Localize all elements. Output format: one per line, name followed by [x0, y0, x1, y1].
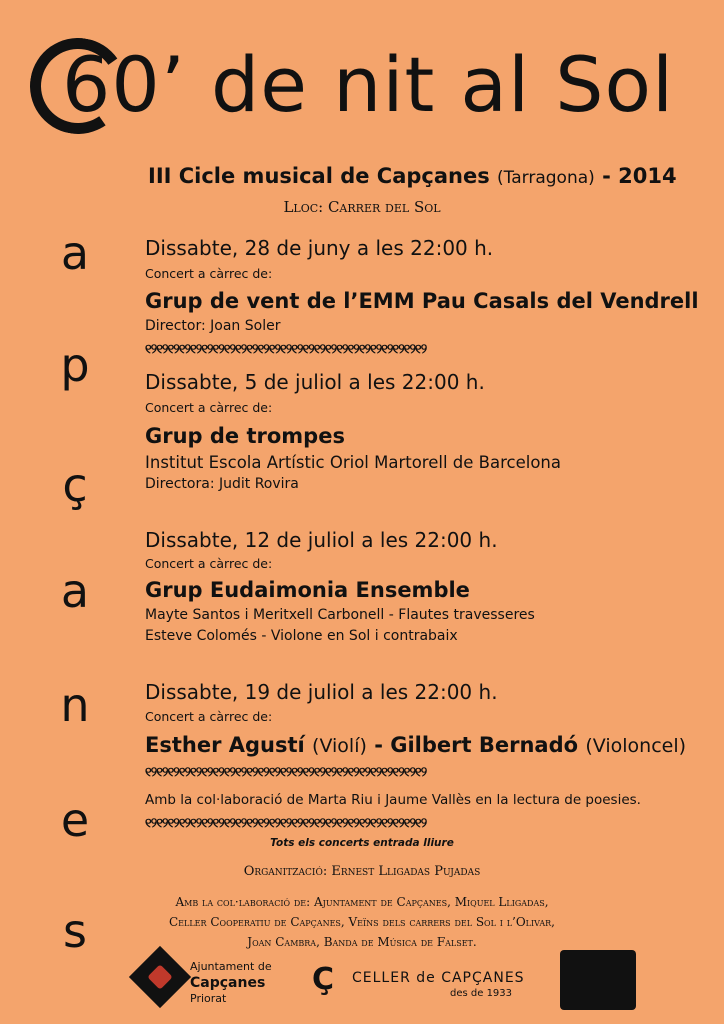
ornament-divider: ୧୨୧୨୧୨୧୨୧୨୧୨୧୨୧୨୧୨୧୨୧୨୧୨୧୨୧୨୧୨୧୨୧୨୧୨୧୨୧୨୧୨୧୨୧୨୧୨୧୨ — [145, 343, 427, 357]
organizer-line: Organització: Ernest Lligadas Pujadas — [243, 864, 481, 879]
concert-info: Institut Escola Artístic Oriol Martorell de Barcelona — [145, 453, 561, 472]
ajuntament-name-line: Capçanes — [190, 975, 266, 991]
celler-logo-since: des de 1933 — [450, 988, 513, 999]
concert-info: Director: Joan Soler — [145, 318, 281, 334]
vertical-letter: p — [60, 338, 90, 392]
concert-date: Dissabte, 5 de juliol a les 22:00 h. — [145, 370, 485, 394]
ajuntament-name-line: Priorat — [190, 992, 227, 1005]
vertical-letter: n — [60, 678, 90, 732]
celler-logo-mark: Ç — [312, 962, 335, 997]
sponsor-logo-dark — [560, 950, 636, 1010]
vertical-letter: a — [60, 226, 90, 280]
concert-by-label: Concert a càrrec de: — [145, 400, 273, 415]
collaboration-note: Amb la col·laboració de Marta Riu i Jaume Vallès en la lectura de poesies. — [145, 792, 641, 808]
performer-instrument: (Violí) — [312, 735, 367, 757]
performer-instrument: (Violoncel) — [585, 735, 687, 757]
concert-by-label: Concert a càrrec de: — [145, 266, 273, 281]
subtitle-year: - 2014 — [602, 164, 677, 188]
performer-name: - Gilbert Bernadó — [374, 733, 579, 757]
poster-subtitle — [148, 164, 677, 188]
subtitle-main: III Cicle musical de Capçanes — [148, 164, 490, 188]
venue-line: Lloc: Carrer del Sol — [283, 198, 441, 216]
concert-info: Mayte Santos i Meritxell Carbonell - Flautes travesseres — [145, 607, 535, 623]
thanks-line: Celler Cooperatiu de Capçanes, Veïns dels carrers del Sol i l’Olivar, — [169, 915, 555, 929]
concert-date: Dissabte, 19 de juliol a les 22:00 h. — [145, 680, 498, 704]
concert-group: Grup Eudaimonia Ensemble — [145, 578, 470, 602]
vertical-letter: ç — [62, 458, 88, 512]
ornament-divider: ୧୨୧୨୧୨୧୨୧୨୧୨୧୨୧୨୧୨୧୨୧୨୧୨୧୨୧୨୧୨୧୨୧୨୧୨୧୨୧୨୧୨୧୨୧୨୧୨୧୨ — [145, 817, 427, 831]
vertical-letter: s — [63, 904, 87, 958]
ajuntament-name-line: Ajuntament de — [190, 960, 272, 973]
ornament-divider: ୧୨୧୨୧୨୧୨୧୨୧୨୧୨୧୨୧୨୧୨୧୨୧୨୧୨୧୨୧୨୧୨୧୨୧୨୧୨୧୨୧୨୧୨୧୨୧୨୧୨ — [145, 766, 427, 780]
thanks-line: Amb la col·laboració de: Ajuntament de Capçanes, Miquel Lligadas, — [175, 895, 549, 909]
concert-date: Dissabte, 12 de juliol a les 22:00 h. — [145, 528, 498, 552]
vertical-letter: a — [60, 564, 90, 618]
concert-by-label: Concert a càrrec de: — [145, 709, 273, 724]
concert-group: Grup de trompes — [145, 424, 345, 448]
concert-info: Directora: Judit Rovira — [145, 476, 299, 492]
celler-logo-name: CELLER de CAPÇANES — [352, 970, 525, 986]
concert-group — [145, 733, 686, 757]
concert-group: Grup de vent de l’EMM Pau Casals del Vendrell — [145, 289, 699, 313]
performer-name: Esther Agustí — [145, 733, 305, 757]
free-entry-note: Tots els concerts entrada lliure — [270, 837, 454, 849]
subtitle-region: (Tarragona) — [497, 168, 595, 188]
poster-title: 60’ de nit al Sol — [62, 40, 675, 129]
concert-info: Esteve Colomés - Violone en Sol i contrabaix — [145, 628, 458, 644]
thanks-line: Joan Cambra, Banda de Música de Falset. — [247, 935, 477, 949]
vertical-letter: e — [60, 793, 90, 847]
concert-date: Dissabte, 28 de juny a les 22:00 h. — [145, 236, 494, 260]
concert-by-label: Concert a càrrec de: — [145, 556, 273, 571]
